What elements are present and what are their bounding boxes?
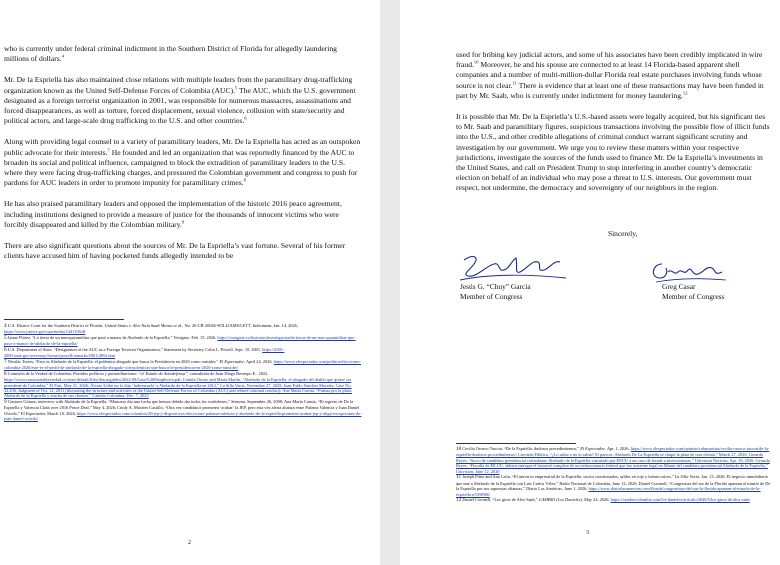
paragraph-text: There are also significant questions about the sources of Mr. De la Espriella’s vast fortune. Several of his former clients have accused him of having pocketed funds allegedly intended to be — [4, 241, 346, 261]
footnote-text: , No. 26-CR-20026-WILLIAMS/LETT, Indictment, Jan. 14, 2026, — [182, 323, 298, 328]
footnote-text: Joseph Pinto and Ana León, “El universo empresarial de la Espriella: socios cuestionados, saldos en rojo y bienes raíces,” — [462, 474, 675, 480]
footnote-number: 8 — [4, 370, 7, 377]
paragraph-text: who is currently under federal criminal indictment in the Southern District of Florida for allegedly laundering millions of dollars. — [4, 44, 337, 64]
footnote-title: Vorágine — [173, 334, 190, 340]
footnote-link[interactable]: https://www.comisiondelaverdad.co/sites/default/files/descargables/2022-08/Caso%20Paraplotica.pdf; Camila Osorio and María Martín, “Abelardo de la Espriella, el abogado del diablo que quiere ser presidente de Colombia,” El País, May 31, 2026; Álvaro Uribe no lo dijo ‘ladronzuelo’ a Abelardo de la Espriella en 2012,” La Silla Vacía, November 27, 2025; Juan Pablo Sánchez Morales, Case No. 32,436, Judgment of Oct. 12, 2011 (discussing the structure and activities of the United Self-Defense Forces of Colombia (AUC) and related criminal conduct); Ana María Cuesta, “Firmas por la plata: Abelardo de la Espriella y mucha de sus clientes,” Cambio Colombia, Dec. 7, 2025 — [4, 377, 352, 399]
footnote-divider — [4, 319, 124, 320]
footnote-ref[interactable]: 12 — [682, 90, 688, 96]
page-number: 2 — [188, 540, 191, 546]
footnote-text: Gustavo Gómez, interview with Abelardo de la Espriella, “Mancuso dio una lucha que hemos debido dar todos los cordobeses,” — [7, 398, 232, 404]
page-2-paragraph-5 — [4, 241, 362, 261]
paragraph-text: It is possible that Mr. De la Espriella’s U.S.-based assets were legally acquired, but his significant ties to Mr. Saab and paramilitary figures, suspicious transactions involving the possible flow of illicit funds into the U.S., and other credible allegations of criminal conduct warrant significant scrutiny and investigation by our government. We urge you to review these matters within your respective jurisdictions, investigate the sources of the funds used to finance Mr. De la Espriella’s investments in the United States, and call on President Trump to stop interfering in another country’s democratic election on behalf of an individual who may pose a threat to U.S. interests. Our government must respect, not undermine, the democracy and sovereignty of our neighbors in the region. — [456, 112, 770, 193]
footnote-number: 7 — [4, 358, 7, 365]
footnote-text: Daniel Coronell, “Los giros de Alex Saab,” — [462, 497, 539, 503]
footnote-number: 9 — [4, 398, 7, 405]
page-number: 3 — [586, 530, 589, 536]
page-2-paragraph-2 — [4, 75, 362, 126]
footnote — [4, 347, 362, 359]
page-2-paragraph-1 — [4, 44, 362, 64]
footnote — [4, 323, 362, 335]
footnote-text: Cecilia Orozco Tascón, “De la Espriella: dudosos procedimientos,” — [462, 446, 581, 451]
signer-1-name: Jesús G. “Chuy” García — [460, 282, 531, 291]
document-page-3 — [400, 0, 780, 565]
page-3-paragraph-2 — [456, 112, 772, 194]
footnote-ref[interactable]: 8 — [243, 177, 246, 183]
footnote — [456, 497, 772, 503]
footnote-title: CAMBIO (Los Danieles) — [538, 497, 582, 503]
footnote-ref[interactable]: 5 — [235, 85, 238, 91]
footnote-divider — [456, 443, 576, 444]
page-2-paragraph-4 — [4, 199, 362, 230]
footnote-number: 12 — [456, 497, 462, 504]
page-2-body — [0, 44, 380, 261]
page-3-paragraph-1 — [456, 50, 772, 101]
footnote-number: 11 — [456, 474, 462, 481]
footnote-text: , Feb. 15, 2026, — [189, 334, 218, 340]
footnote-text: U.S. Department of State, “Designation of the AUC as a Foreign Terrorist Organization,” Statement by Secretary Colin L. Powell, Sept. 10, 2001, — [7, 346, 263, 352]
footnote-text: , September 26, 2008; Ana María Cuesta, “El regreso de De la Espriella y Valencia Clash over 2016 Peace Deal,” May 4, 2026; Cindy A. Morales Castillo, “Otra vez candidatos prometen ‘acabar’ la JEP, pero esta vez alerta alianza entre Paloma Valencia y Juan Daniel Oviedo,” El Espectador, March 10, 2026, — [4, 398, 360, 416]
footnote-title: La Silla Vacía — [674, 474, 700, 480]
paragraph-text: Along with providing legal counsel to a variety of paramilitary leaders, Mr. De la Espriella has acted as an outspoken public advocate for their interests. — [4, 137, 361, 157]
footnote-link[interactable]: https://2001-2009.state.gov/secretary/former/powell/remarks/2001/4852.htm — [4, 346, 285, 359]
page-3-footnotes — [400, 446, 780, 504]
signature-garcia — [458, 252, 568, 284]
footnote — [456, 474, 772, 497]
footnote-text: , Apr. 1, 2026, — [604, 446, 631, 451]
footnote-number: 10 — [456, 446, 462, 452]
footnote-ref[interactable]: 11 — [512, 80, 517, 86]
paragraph-text: The AUC, which the U.S. government designated as a foreign terrorist organization in 2001, was responsible for numerous massacres, assassinations and forced disappearances, as well as torture, forced displacement, sexual violence, collusion with state/security and political actors, and large-scale drug trafficking to the U.S. and other countries. — [4, 85, 356, 126]
footnote-text: U.S. District Court for the Southern District of Florida, — [7, 323, 105, 328]
footnote-title: El Espectador — [580, 446, 605, 451]
signer-1-title: Member of Congress — [460, 292, 523, 301]
footnote-text: , consultoría de Juan Diego Restrepo E., 2022, — [187, 370, 269, 376]
paragraph-text: He has also praised paramilitary leaders and opposed the implementation of the historic 2016 peace agreement, including institutions designed to provide a measure of justice for the thousands of innocent victims who were forcibly disappeared and killed by the Colombian military. — [4, 199, 342, 229]
footnote-title: El Espectador — [219, 358, 245, 364]
paragraph-text: used for bribing key judicial actors, and some of his associates have been credibly implicated in wire fraud. — [456, 50, 763, 70]
footnote-title: Partidos políticos y paramilitarismo: “el Estado de Autodefensa” — [72, 370, 188, 376]
footnote — [4, 371, 362, 399]
footnote-link[interactable]: https://www.justice.gov/opa/media/1441106/dl — [4, 329, 86, 335]
footnote-ref[interactable]: 9 — [181, 219, 185, 225]
footnote-number: 5 — [4, 334, 7, 341]
footnote-link[interactable]: https://www.elespectador.com/opinion/columnistas/cecilia-orozco-tascon/de-la-espriella-dudosos-procedimientos/; Cuestión Pública, “¿Lo sabía o no lo sabía? Al parecer, Abelardo De La Espriella se chupó la plata de otra clienta,” March 27, 2026; Gerardo Reyes, “Socio de candidato presidencial colombiano Abelardo de la Espriella vinculado por EEUU a un caso de fraude a inversionistas,” Univision Noticias, Apr. 18, 2026; Gerardo Reyes, “Fiscalía de EE.UU. deberá entregar el historial completo de un exfuncionario federal que fue asistente legal en Miami del candidato presidencial Abelardo de la Espriella,” Univision, June 12, 2026 — [456, 446, 770, 474]
footnote-title: Semana — [231, 398, 245, 404]
signer-2-title: Member of Congress — [662, 292, 725, 301]
footnote-text: Comisión de la Verdad de Colombia, — [7, 370, 73, 376]
paragraph-text: He founded and led an organization that was reportedly financed by the AUC to broaden its social and political influence, campaigned to block the extradition of paramilitary leaders to the U.S. where they were facing drug-trafficking charges, and pressured the Colombian government and congress to push for pardons for AUC leaders in order to promote impunity for paramilitary crimes. — [4, 147, 358, 188]
paragraph-text: Moreover, he and his spouse are connected to at least 14 Florida-based apparent shell companies and a number of multi-million-dollar Florida real estate purchases involving funds whose source is not clear. — [456, 60, 762, 90]
closing: Sincerely, — [608, 229, 638, 238]
footnote-link[interactable]: https://www.elespectador.com/politica/elecciones-colombia-2026/este-es-el-perfil-de-abelardo-de-la-espriella-abogado-con-polemicas-que-busca-la-presidencia-en-2026-como-outsider/ — [4, 358, 361, 371]
footnote-ref[interactable]: 6 — [244, 115, 247, 121]
footnote-text: Nicolás Torres, “Esto es Abelardo de la Espriella: el polémico abogado que busca la Presidencia en 2026 como outsider,” — [7, 358, 220, 364]
footnote-link[interactable]: https://www.diariolasamericas.com/florida/congresistas-del-sur-la-florida-apuntan-al-triunfo-de-la-espriella-n5398386 — [456, 486, 761, 497]
footnote-number: 6 — [4, 346, 7, 353]
footnote — [4, 359, 362, 371]
footnote-ref[interactable]: 7 — [107, 147, 110, 153]
footnote — [4, 335, 362, 347]
footnote-text: , May 24, 2026, — [581, 497, 611, 503]
footnote-link[interactable]: https://www.elespectador.com/colombia-20/jep-y-dispositivos-elecciones-paloma-valencia-y-abelardo-de-la-espriella-prometen-acabar-jep-y-align-excepciones-de-juan-daniel-oviedo/ — [4, 410, 362, 422]
page-3-body — [400, 50, 780, 194]
footnote-link[interactable]: https://cambiocolombia.com/los-danieles/articulo/2026/5/los-giros-de-alex-saab — [610, 497, 750, 503]
footnote-number: 4 — [4, 323, 7, 329]
document-page-2 — [0, 0, 380, 565]
footnote — [456, 446, 772, 474]
signer-2-name: Greg Casar — [662, 282, 696, 291]
footnote-link[interactable]: https://voragine.co/historias/investigacion/la-tierra-de-un-narcoparamilitar-que-paso-a-manos-de-abelardo-de-la-espriella/ — [4, 334, 356, 347]
footnote — [4, 399, 362, 422]
footnote-ref[interactable]: 4 — [61, 53, 64, 59]
page-2-footnotes — [0, 323, 380, 422]
footnote-text: , Jan. 13, 2026; El negocio inmobiliario que une a Abelardo de la Espriella con Luis Carlos Vélez,” Radio Nacional de Colombia, June 12, 2026; Daniel Coronell, “Congresista del sur de la Florida apuntan al triunfo de De la Espriella por sus supuestas alianzas,” Diario Las Américas, June 1, 2026, — [456, 474, 771, 492]
footnote-text: Jaime Flórez, “La tierra de un narcoparamilitar que pasó a manos de Abelardo de la Espriella,” — [7, 334, 174, 340]
paragraph-text: There is evidence that at least one of these transactions may have been funded in part by Mr. Saab, who is currently under indictment for money laundering. — [456, 80, 764, 100]
paragraph-text: Mr. De la Espriella has also maintained close relations with multiple leaders from the paramilitary drug-trafficking organization known as the United Self-Defense Forces of Colombia (AUC). — [4, 75, 353, 95]
page-2-paragraph-3 — [4, 137, 362, 188]
footnote-text: , April 24, 2026, — [244, 358, 274, 364]
footnote-ref[interactable]: 10 — [473, 59, 479, 65]
footnote-title: United States v. Alex Nain Saab Moran et al. — [104, 323, 183, 328]
